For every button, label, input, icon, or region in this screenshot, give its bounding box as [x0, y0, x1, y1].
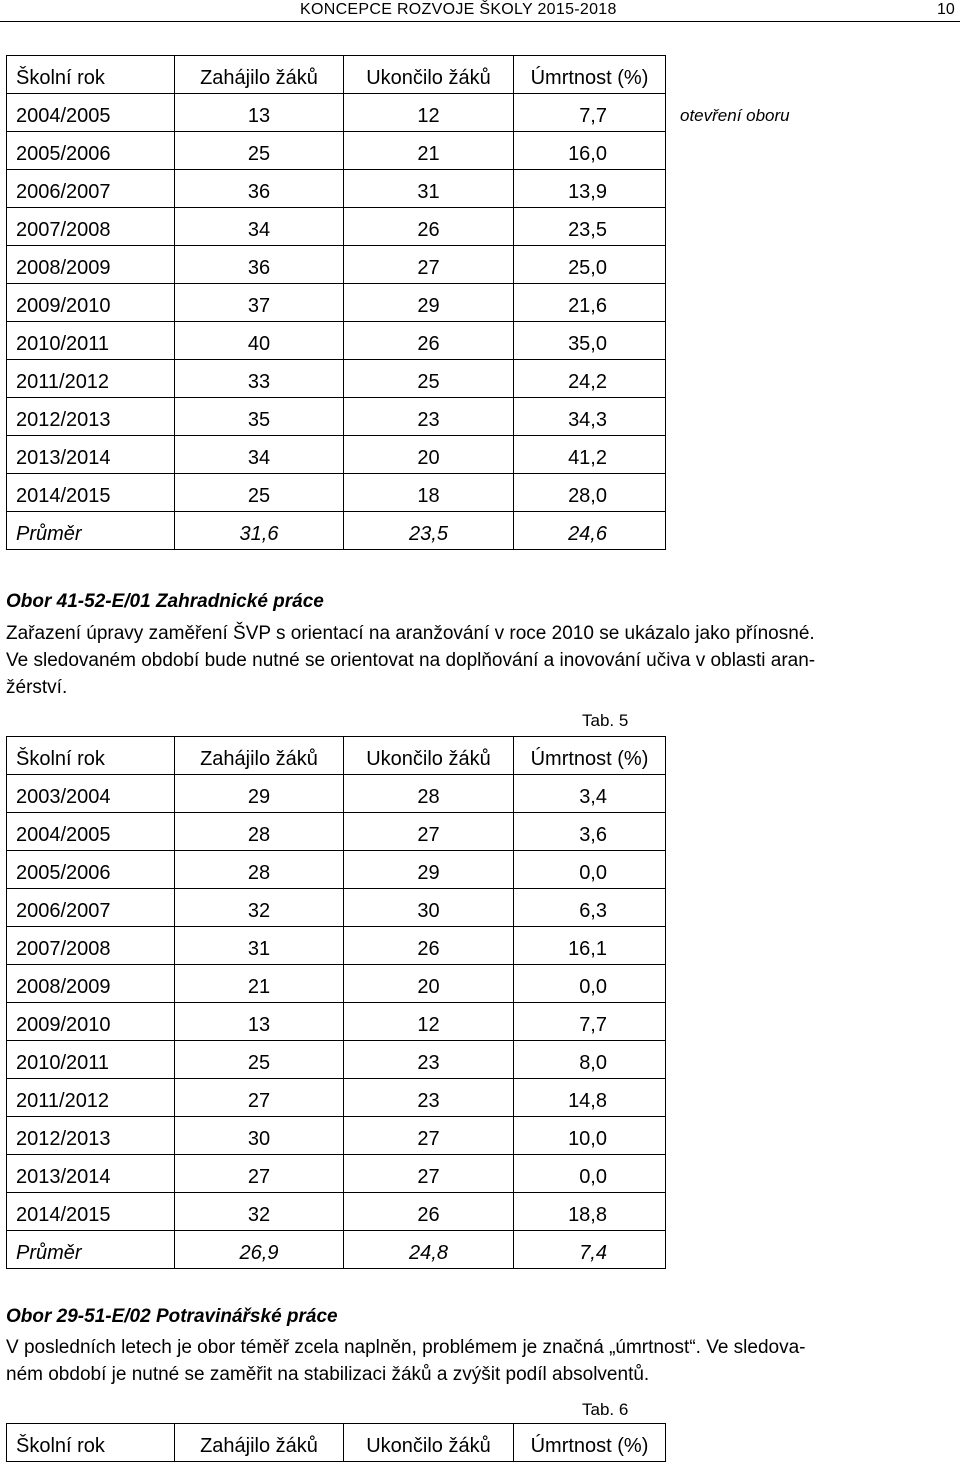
table-cell: 30 [175, 1117, 344, 1155]
table-cell: 28,0 [514, 474, 666, 512]
table-row [7, 474, 666, 512]
table-cell: Zahájilo žáků [175, 1424, 344, 1462]
table-cell: 2009/2010 [7, 284, 175, 322]
table-cell: 14,8 [514, 1079, 666, 1117]
table-cell: Zahájilo žáků [175, 56, 344, 94]
table-cell: 37 [175, 284, 344, 322]
table-cell: 29 [175, 775, 344, 813]
table-cell: Ukončilo žáků [344, 737, 514, 775]
table-cell: 20 [344, 965, 514, 1003]
table-cell: 30 [344, 889, 514, 927]
paragraph-line: Ve sledovaném období bude nutné se orientovat na doplňování a inovování učiva v oblasti aran- [6, 650, 816, 671]
table1-side-note: otevření oboru [680, 106, 790, 125]
table-cell: Školní rok [7, 1424, 175, 1462]
table-cell: 2012/2013 [7, 1117, 175, 1155]
table-cell: 27 [175, 1155, 344, 1193]
table-cell: Ukončilo žáků [344, 56, 514, 94]
paragraph-line: ném období je nutné se zaměřit na stabilizaci žáků a zvýšit podíl absolventů. [6, 1364, 650, 1385]
section1-paragraph [6, 620, 960, 701]
table-cell: 2012/2013 [7, 398, 175, 436]
table-cell: 2003/2004 [7, 775, 175, 813]
table-cell: 3,6 [514, 813, 666, 851]
table-cell: 36 [175, 246, 344, 284]
table-cell: 26 [344, 927, 514, 965]
table-row [7, 1003, 666, 1041]
table-cell: 34 [175, 436, 344, 474]
table-cell: Zahájilo žáků [175, 737, 344, 775]
table-cell: 2008/2009 [7, 965, 175, 1003]
table-cell: 25 [175, 1041, 344, 1079]
table-cell: 13,9 [514, 170, 666, 208]
table-cell: 27 [344, 246, 514, 284]
table-cell: 0,0 [514, 965, 666, 1003]
table-cell: 23 [344, 1079, 514, 1117]
dropout-table-3 [6, 1423, 666, 1462]
paragraph-line: Zařazení úpravy zaměření ŠVP s orientací na aranžování v roce 2010 se ukázalo jako přínosné. [6, 623, 815, 644]
table-cell: 2006/2007 [7, 889, 175, 927]
table-cell: Školní rok [7, 737, 175, 775]
table-cell: 7,7 [514, 94, 666, 132]
table-cell: 26 [344, 322, 514, 360]
table-cell: 2008/2009 [7, 246, 175, 284]
table-cell: 41,2 [514, 436, 666, 474]
table-cell: 7,7 [514, 1003, 666, 1041]
table-cell: 13 [175, 1003, 344, 1041]
table-cell: 27 [344, 1155, 514, 1193]
header-rule [0, 21, 960, 22]
table-cell: 32 [175, 889, 344, 927]
table-row [7, 322, 666, 360]
table-cell: 18,8 [514, 1193, 666, 1231]
section-title-potravinarske: Obor 29-51-E/02 Potravinářské práce [6, 1306, 338, 1327]
table-cell: 28 [344, 775, 514, 813]
table-cell: 21 [175, 965, 344, 1003]
table-cell: 26 [344, 1193, 514, 1231]
table-cell: Úmrtnost (%) [514, 1424, 666, 1462]
dropout-table-1 [6, 55, 666, 550]
table-row [7, 436, 666, 474]
table-cell: 2007/2008 [7, 208, 175, 246]
table-cell: 2014/2015 [7, 474, 175, 512]
table-cell: 40 [175, 322, 344, 360]
table-cell: 12 [344, 94, 514, 132]
page-header [0, 0, 960, 22]
table-cell: 2006/2007 [7, 170, 175, 208]
table-cell: 6,3 [514, 889, 666, 927]
table-cell: 2009/2010 [7, 1003, 175, 1041]
table-cell: 23,5 [344, 512, 514, 550]
table-row [7, 851, 666, 889]
table-cell: Průměr [7, 512, 175, 550]
dropout-table-2 [6, 736, 666, 1269]
table-cell: 2013/2014 [7, 1155, 175, 1193]
table-cell: 2007/2008 [7, 927, 175, 965]
table-cell: 2014/2015 [7, 1193, 175, 1231]
table-cell: 2010/2011 [7, 1041, 175, 1079]
table-cell: Úmrtnost (%) [514, 56, 666, 94]
table-row [7, 775, 666, 813]
table-cell: 27 [344, 1117, 514, 1155]
table-cell: 25,0 [514, 246, 666, 284]
table-cell: Průměr [7, 1231, 175, 1269]
table-average-row [7, 1231, 666, 1269]
table-cell: 2004/2005 [7, 813, 175, 851]
table-row [7, 360, 666, 398]
table-cell: Školní rok [7, 56, 175, 94]
table-cell: 27 [344, 813, 514, 851]
table-cell: 10,0 [514, 1117, 666, 1155]
page-number: 10 [937, 1, 955, 18]
table-cell: 16,1 [514, 927, 666, 965]
table-cell: 21 [344, 132, 514, 170]
table-cell: 3,4 [514, 775, 666, 813]
table-cell: 28 [175, 851, 344, 889]
table-cell: 27 [175, 1079, 344, 1117]
table-cell: 26,9 [175, 1231, 344, 1269]
table-header-row [7, 1424, 666, 1462]
table-cell: Ukončilo žáků [344, 1424, 514, 1462]
table-header-row [7, 56, 666, 94]
paragraph-line: žérství. [6, 677, 68, 698]
table-cell: 35,0 [514, 322, 666, 360]
table-cell: 35 [175, 398, 344, 436]
table-cell: 8,0 [514, 1041, 666, 1079]
table-cell: 33 [175, 360, 344, 398]
table-cell: 2013/2014 [7, 436, 175, 474]
table3-label: Tab. 6 [582, 1400, 629, 1419]
table-cell: 36 [175, 170, 344, 208]
table-row [7, 1041, 666, 1079]
table-cell: Úmrtnost (%) [514, 737, 666, 775]
table-header-row [7, 737, 666, 775]
table-cell: 29 [344, 284, 514, 322]
table-cell: 31 [344, 170, 514, 208]
table-cell: 31 [175, 927, 344, 965]
table-row [7, 1193, 666, 1231]
table-cell: 18 [344, 474, 514, 512]
table-cell: 2010/2011 [7, 322, 175, 360]
table2-label: Tab. 5 [582, 711, 629, 730]
section2-paragraph [6, 1334, 960, 1388]
table-row [7, 170, 666, 208]
table-row [7, 1155, 666, 1193]
table-row [7, 94, 666, 132]
table-cell: 2005/2006 [7, 851, 175, 889]
table-cell: 23,5 [514, 208, 666, 246]
table-cell: 20 [344, 436, 514, 474]
table-row [7, 965, 666, 1003]
document-title: KONCEPCE ROZVOJE ŠKOLY 2015-2018 [300, 1, 617, 18]
table-cell: 23 [344, 1041, 514, 1079]
table-cell: 25 [344, 360, 514, 398]
table-average-row [7, 512, 666, 550]
table-cell: 12 [344, 1003, 514, 1041]
table-cell: 13 [175, 94, 344, 132]
table-row [7, 208, 666, 246]
table-cell: 25 [175, 474, 344, 512]
table-cell: 28 [175, 813, 344, 851]
table-cell: 23 [344, 398, 514, 436]
table-row [7, 132, 666, 170]
table-cell: 34 [175, 208, 344, 246]
table-cell: 0,0 [514, 851, 666, 889]
table-cell: 24,2 [514, 360, 666, 398]
table-cell: 26 [344, 208, 514, 246]
table-cell: 7,4 [514, 1231, 666, 1269]
section-title-zahradnicke: Obor 41-52-E/01 Zahradnické práce [6, 591, 324, 612]
table-cell: 24,6 [514, 512, 666, 550]
table-cell: 34,3 [514, 398, 666, 436]
table-cell: 25 [175, 132, 344, 170]
table-row [7, 284, 666, 322]
table-cell: 21,6 [514, 284, 666, 322]
table-cell: 2005/2006 [7, 132, 175, 170]
table-cell: 0,0 [514, 1155, 666, 1193]
table-cell: 2004/2005 [7, 94, 175, 132]
table-cell: 32 [175, 1193, 344, 1231]
table-row [7, 1079, 666, 1117]
table-cell: 31,6 [175, 512, 344, 550]
table-row [7, 927, 666, 965]
table-row [7, 398, 666, 436]
paragraph-line: V posledních letech je obor téměř zcela naplněn, problémem je značná „úmrtnost“. Ve sledova- [6, 1337, 806, 1358]
table-cell: 2011/2012 [7, 1079, 175, 1117]
table-cell: 24,8 [344, 1231, 514, 1269]
table-cell: 16,0 [514, 132, 666, 170]
table-row [7, 889, 666, 927]
table-row [7, 1117, 666, 1155]
table-cell: 29 [344, 851, 514, 889]
table-row [7, 246, 666, 284]
table-row [7, 813, 666, 851]
table-cell: 2011/2012 [7, 360, 175, 398]
